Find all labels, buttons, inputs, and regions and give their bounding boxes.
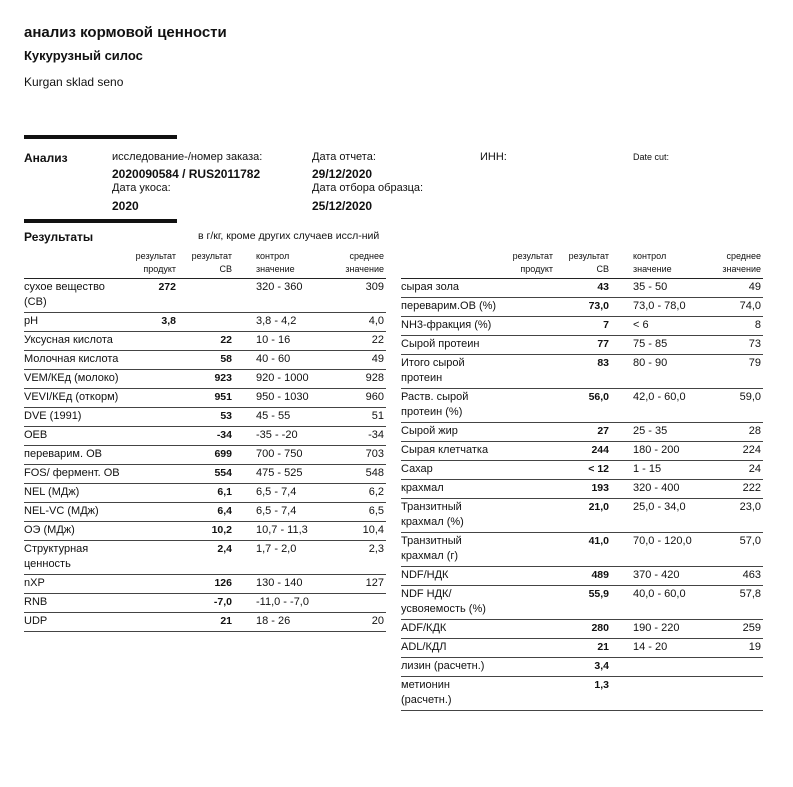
table-row: [24, 503, 386, 522]
table-row: [401, 389, 763, 423]
column-control-header: контрол значение: [611, 250, 703, 279]
row-name: сырая зола: [401, 279, 501, 298]
row-control-range: 40,0 - 60,0: [611, 586, 703, 620]
row-product-value: [501, 499, 555, 533]
row-dm-value: -7,0: [178, 594, 234, 613]
row-name: переварим. ОВ: [24, 446, 124, 465]
client-name: Kurgan sklad seno: [24, 75, 124, 89]
section-divider-results: [24, 219, 177, 223]
row-control-range: 42,0 - 60,0: [611, 389, 703, 423]
row-dm-value: -34: [178, 427, 234, 446]
row-average-value: 224: [703, 442, 763, 461]
row-product-value: [124, 465, 178, 484]
table-row: [401, 317, 763, 336]
table-row: [24, 389, 386, 408]
row-average-value: 928: [326, 370, 386, 389]
row-average-value: 2,3: [326, 541, 386, 575]
row-name: Сырой протеин: [401, 336, 501, 355]
row-dm-value: 489: [555, 567, 611, 586]
row-average-value: 463: [703, 567, 763, 586]
column-product-header: результат продукт: [124, 250, 178, 279]
table-row: [401, 279, 763, 298]
table-row: [401, 567, 763, 586]
row-average-value: 960: [326, 389, 386, 408]
table-row: [24, 313, 386, 332]
row-name: Раств. сырой протеин (%): [401, 389, 501, 423]
row-dm-value: 27: [555, 423, 611, 442]
row-name: ОЭ (МДж): [24, 522, 124, 541]
row-name: ADF/КДК: [401, 620, 501, 639]
column-name-header: [401, 250, 501, 279]
row-dm-value: 193: [555, 480, 611, 499]
table-row: [24, 446, 386, 465]
table-row: [24, 427, 386, 446]
row-dm-value: 83: [555, 355, 611, 389]
row-average-value: 74,0: [703, 298, 763, 317]
row-control-range: 6,5 - 7,4: [234, 484, 326, 503]
row-dm-value: 3,4: [555, 658, 611, 677]
row-control-range: 10,7 - 11,3: [234, 522, 326, 541]
row-name: крахмал: [401, 480, 501, 499]
table-row: [24, 541, 386, 575]
date-cut-label: Date cut:: [633, 152, 670, 162]
row-average-value: 309: [326, 279, 386, 313]
row-average-value: 548: [326, 465, 386, 484]
row-product-value: [501, 639, 555, 658]
order-label: исследование-/номер заказа:: [112, 151, 263, 163]
row-product-value: [124, 503, 178, 522]
row-name: NEL (МДж): [24, 484, 124, 503]
row-name: Транзитный крахмал (г): [401, 533, 501, 567]
row-product-value: [124, 427, 178, 446]
row-product-value: [124, 541, 178, 575]
row-name: ADL/КДЛ: [401, 639, 501, 658]
row-dm-value: 10,2: [178, 522, 234, 541]
row-product-value: [124, 408, 178, 427]
table-row: [401, 586, 763, 620]
harvest-date-value: 2020: [112, 199, 139, 213]
row-control-range: 70,0 - 120,0: [611, 533, 703, 567]
report-title: анализ кормовой ценности: [24, 24, 227, 41]
row-name: nXP: [24, 575, 124, 594]
row-product-value: [124, 484, 178, 503]
units-note: в г/кг, кроме других случаев иссл-ний: [198, 230, 380, 242]
row-average-value: 57,8: [703, 586, 763, 620]
row-control-range: 10 - 16: [234, 332, 326, 351]
row-name: Сырой жир: [401, 423, 501, 442]
row-dm-value: [178, 279, 234, 313]
row-name: NEL-VC (МДж): [24, 503, 124, 522]
row-product-value: [124, 351, 178, 370]
row-average-value: 51: [326, 408, 386, 427]
table-row: [401, 658, 763, 677]
row-control-range: -11,0 - -7,0: [234, 594, 326, 613]
table-row: [24, 351, 386, 370]
row-average-value: [326, 594, 386, 613]
row-product-value: [501, 298, 555, 317]
row-control-range: 920 - 1000: [234, 370, 326, 389]
row-name: NDF НДК/усвояемость (%): [401, 586, 501, 620]
row-control-range: -35 - -20: [234, 427, 326, 446]
row-control-range: 14 - 20: [611, 639, 703, 658]
row-average-value: 49: [703, 279, 763, 298]
row-control-range: 1,7 - 2,0: [234, 541, 326, 575]
row-control-range: 190 - 220: [611, 620, 703, 639]
row-average-value: [703, 658, 763, 677]
sample-date-value: 25/12/2020: [312, 199, 373, 213]
row-dm-value: 77: [555, 336, 611, 355]
row-name: лизин (расчетн.): [401, 658, 501, 677]
row-name: VEM/КЕд (молоко): [24, 370, 124, 389]
row-average-value: 22: [326, 332, 386, 351]
row-dm-value: 554: [178, 465, 234, 484]
row-name: DVE (1991): [24, 408, 124, 427]
column-dm-header: результат СВ: [555, 250, 611, 279]
row-average-value: [703, 677, 763, 711]
row-product-value: [501, 389, 555, 423]
column-average-header: среднее значение: [703, 250, 763, 279]
row-dm-value: 22: [178, 332, 234, 351]
row-dm-value: 699: [178, 446, 234, 465]
table-row: [401, 442, 763, 461]
row-dm-value: 6,1: [178, 484, 234, 503]
row-average-value: 24: [703, 461, 763, 480]
inn-label: ИНН:: [480, 151, 507, 163]
results-body-right: [401, 279, 763, 711]
row-product-value: [124, 594, 178, 613]
row-dm-value: 55,9: [555, 586, 611, 620]
harvest-date-label: Дата укоса:: [112, 182, 171, 194]
results-body-left: [24, 279, 386, 632]
report-date-label: Дата отчета:: [312, 151, 376, 163]
row-name: UDP: [24, 613, 124, 632]
row-dm-value: 126: [178, 575, 234, 594]
row-product-value: [501, 279, 555, 298]
table-row: [401, 677, 763, 711]
row-product-value: [501, 442, 555, 461]
table-row: [24, 465, 386, 484]
row-dm-value: [178, 313, 234, 332]
table-row: [401, 423, 763, 442]
section-divider-top: [24, 135, 177, 139]
row-name: Сахар: [401, 461, 501, 480]
row-product-value: 272: [124, 279, 178, 313]
row-control-range: 18 - 26: [234, 613, 326, 632]
row-dm-value: 951: [178, 389, 234, 408]
row-dm-value: 21: [555, 639, 611, 658]
table-row: [401, 620, 763, 639]
row-name: NH3-фракция (%): [401, 317, 501, 336]
row-dm-value: 1,3: [555, 677, 611, 711]
row-average-value: 703: [326, 446, 386, 465]
column-name-header: [24, 250, 124, 279]
row-product-value: [124, 370, 178, 389]
row-control-range: 950 - 1030: [234, 389, 326, 408]
analysis-section-label: Анализ: [24, 151, 68, 165]
row-average-value: 28: [703, 423, 763, 442]
row-name: Сырая клетчатка: [401, 442, 501, 461]
row-name: Транзитный крахмал (%): [401, 499, 501, 533]
feed-name: Кукурузный силос: [24, 48, 143, 63]
row-control-range: 3,8 - 4,2: [234, 313, 326, 332]
table-row: [24, 279, 386, 313]
row-dm-value: 280: [555, 620, 611, 639]
results-section-label: Результаты: [24, 230, 94, 244]
row-product-value: [501, 423, 555, 442]
row-dm-value: 923: [178, 370, 234, 389]
row-control-range: 1 - 15: [611, 461, 703, 480]
row-dm-value: 2,4: [178, 541, 234, 575]
row-average-value: 222: [703, 480, 763, 499]
row-product-value: [124, 446, 178, 465]
row-dm-value: 56,0: [555, 389, 611, 423]
table-row: [401, 639, 763, 658]
column-average-header: среднее значение: [326, 250, 386, 279]
table-row: [24, 370, 386, 389]
row-product-value: [124, 522, 178, 541]
table-header-row: [401, 250, 763, 279]
row-name: Молочная кислота: [24, 351, 124, 370]
row-name: FOS/ фермент. ОВ: [24, 465, 124, 484]
row-control-range: 370 - 420: [611, 567, 703, 586]
table-row: [24, 594, 386, 613]
row-control-range: 25,0 - 34,0: [611, 499, 703, 533]
row-control-range: [611, 677, 703, 711]
row-product-value: [124, 575, 178, 594]
table-row: [401, 461, 763, 480]
row-name: pH: [24, 313, 124, 332]
row-average-value: 57,0: [703, 533, 763, 567]
row-name: OEB: [24, 427, 124, 446]
row-name: Уксусная кислота: [24, 332, 124, 351]
row-average-value: 49: [326, 351, 386, 370]
row-product-value: [124, 332, 178, 351]
row-product-value: [501, 567, 555, 586]
row-product-value: [501, 480, 555, 499]
row-name: VEVI/КЕд (откорм): [24, 389, 124, 408]
table-row: [24, 613, 386, 632]
table-row: [24, 332, 386, 351]
report-date-value: 29/12/2020: [312, 167, 373, 181]
column-product-header: результат продукт: [501, 250, 555, 279]
row-average-value: 20: [326, 613, 386, 632]
table-row: [401, 533, 763, 567]
table-row: [401, 499, 763, 533]
row-average-value: -34: [326, 427, 386, 446]
order-value: 2020090584 / RUS2011782: [112, 167, 261, 181]
row-control-range: [611, 658, 703, 677]
row-product-value: [501, 336, 555, 355]
column-control-header: контрол значение: [234, 250, 326, 279]
row-product-value: [501, 620, 555, 639]
row-control-range: 25 - 35: [611, 423, 703, 442]
row-dm-value: 244: [555, 442, 611, 461]
row-product-value: [501, 461, 555, 480]
row-name: сухое вещество (СВ): [24, 279, 124, 313]
row-dm-value: 43: [555, 279, 611, 298]
row-average-value: 8: [703, 317, 763, 336]
row-average-value: 127: [326, 575, 386, 594]
row-product-value: [124, 613, 178, 632]
table-row: [24, 575, 386, 594]
row-product-value: [501, 355, 555, 389]
row-control-range: 35 - 50: [611, 279, 703, 298]
row-dm-value: < 12: [555, 461, 611, 480]
row-control-range: 475 - 525: [234, 465, 326, 484]
table-row: [401, 480, 763, 499]
row-name: Структурная ценность: [24, 541, 124, 575]
row-average-value: 79: [703, 355, 763, 389]
row-dm-value: 58: [178, 351, 234, 370]
table-row: [24, 484, 386, 503]
row-dm-value: 21,0: [555, 499, 611, 533]
row-product-value: [501, 586, 555, 620]
row-control-range: 80 - 90: [611, 355, 703, 389]
row-average-value: 6,5: [326, 503, 386, 522]
table-row: [401, 336, 763, 355]
column-dm-header: результат СВ: [178, 250, 234, 279]
sample-date-label: Дата отбора образца:: [312, 182, 424, 194]
table-row: [24, 408, 386, 427]
row-dm-value: 21: [178, 613, 234, 632]
row-name: NDF/НДК: [401, 567, 501, 586]
row-control-range: 75 - 85: [611, 336, 703, 355]
row-control-range: 6,5 - 7,4: [234, 503, 326, 522]
row-control-range: 320 - 400: [611, 480, 703, 499]
row-average-value: 6,2: [326, 484, 386, 503]
row-control-range: 40 - 60: [234, 351, 326, 370]
table-row: [24, 522, 386, 541]
row-dm-value: 41,0: [555, 533, 611, 567]
row-average-value: 10,4: [326, 522, 386, 541]
row-product-value: [501, 317, 555, 336]
row-average-value: 4,0: [326, 313, 386, 332]
row-control-range: 130 - 140: [234, 575, 326, 594]
row-average-value: 23,0: [703, 499, 763, 533]
row-control-range: 73,0 - 78,0: [611, 298, 703, 317]
row-control-range: 180 - 200: [611, 442, 703, 461]
row-average-value: 59,0: [703, 389, 763, 423]
results-table-right: [401, 250, 763, 711]
table-row: [401, 298, 763, 317]
row-product-value: 3,8: [124, 313, 178, 332]
results-table-left: [24, 250, 386, 632]
row-average-value: 73: [703, 336, 763, 355]
table-row: [401, 355, 763, 389]
table-header-row: [24, 250, 386, 279]
row-name: Итого сырой протеин: [401, 355, 501, 389]
row-product-value: [124, 389, 178, 408]
row-control-range: 45 - 55: [234, 408, 326, 427]
row-control-range: < 6: [611, 317, 703, 336]
row-product-value: [501, 658, 555, 677]
row-average-value: 259: [703, 620, 763, 639]
row-dm-value: 7: [555, 317, 611, 336]
row-average-value: 19: [703, 639, 763, 658]
row-control-range: 700 - 750: [234, 446, 326, 465]
row-dm-value: 73,0: [555, 298, 611, 317]
row-product-value: [501, 677, 555, 711]
row-control-range: 320 - 360: [234, 279, 326, 313]
row-name: метионин (расчетн.): [401, 677, 501, 711]
row-dm-value: 6,4: [178, 503, 234, 522]
row-dm-value: 53: [178, 408, 234, 427]
row-name: RNB: [24, 594, 124, 613]
row-name: переварим.ОВ (%): [401, 298, 501, 317]
row-product-value: [501, 533, 555, 567]
